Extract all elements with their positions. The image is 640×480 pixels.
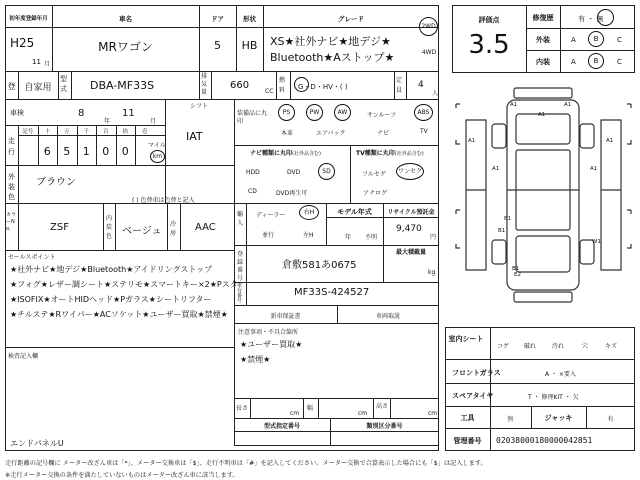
grade-label: 評価点 [478,16,500,24]
spare-tire-options: T ・ 修理KIT ・ 欠 [528,394,579,401]
first-reg-label: 初年度登録年月 [9,16,48,22]
inspection-label: 車検 [10,109,24,117]
model-year-unit: 年 [345,234,352,241]
notes-line-2: ★禁煙★ [240,355,271,364]
interior-color-label: 内装色 [106,215,113,240]
color-no-label: カラーNo. [6,212,17,232]
tv-oneseg-circle: ワンセグ [396,163,424,180]
model: DBA-MF33S [90,79,155,92]
length-unit: cm [290,410,300,417]
sales-points-label: セールスポイント [8,254,56,261]
sheet-scratch: キズ [605,343,617,350]
diag-label-2: A1 [564,102,572,108]
doors: 5 [214,39,221,52]
equip-airbag: エアバック [316,130,346,137]
mileage-unit-header: 千 [83,129,89,135]
equip-ps: PS [278,104,295,121]
nav-sd-circle: SD [318,163,335,180]
inspector-note: エンドパネルU [10,439,64,448]
recycle-label: リサイクル預託金 [387,209,435,216]
notes-line-1: ★ユーザー買取★ [240,340,303,349]
import-label: 輸入 [237,211,244,227]
equip-pw: PW [306,104,323,121]
interior-opt-a: A [571,58,576,66]
interior-label: 内装 [536,58,550,66]
body-type: HB [241,39,258,52]
sales-point-3: ★ISOFIX★オートHIDヘッド★Pガラス★シートリフター [10,295,212,304]
exterior-opt-c: C [617,36,622,44]
equip-aw: AW [334,104,351,121]
interior-opt-c: C [617,58,622,66]
width-label: 幅 [307,405,314,412]
management-label: 管理番号 [453,437,482,445]
height-unit: cm [428,410,438,417]
import-dealer: ディーラー [256,212,286,219]
import-handle-left: 左H [303,232,314,239]
fuel-options: G・D・HV・( ) [298,83,348,91]
model-year-label: モデル年式 [337,208,372,216]
doors-label: ドア [211,15,224,23]
grade-score: 3.5 [468,30,510,60]
mileage-unit-km-circle: km [150,150,165,163]
drive-2wd-circle: 2WD [419,17,438,36]
footer-line-1: 走行距離の記号欄に メーター改ざん車は「*」、メーター交換車は「$」、走行不明車は「#」を記入してください。メーター交換で合算表示した場合にも「$」は記入します。 [5,460,487,467]
first-reg-month-suffix: 月 [44,61,51,68]
mileage-unit-header: 万 [63,129,70,135]
class-number-label: 類別区分番号 [366,423,403,430]
ac-value: AAC [195,222,216,233]
mileage-digit: 6 [43,145,51,158]
interior-color-value: ベージュ [122,226,162,237]
spare-tire-label: スペアタイヤ [452,392,494,400]
diag-label-5: A1 [606,138,614,144]
repair-selected-circle [597,9,614,26]
management-number: 02038000180000042851 [496,436,593,445]
color-value: ブラウン [36,177,76,188]
shift-label: シフト [190,103,209,110]
footer-line-2: ※走行メーター交換の条件を満たしていないものはメーター改ざん車に該当します。 [5,472,239,479]
mileage-unit-mile: マイル [148,142,166,149]
sheet-hole: 穴 [582,343,589,350]
sales-point-1: ★社外ナビ★地デジ★Bluetooth★アイドリングストップ [10,265,213,274]
notes-label: 注意事項・不具合箇所 [238,329,299,336]
mileage-digit: 0 [102,145,110,158]
registration-label: 登録番号 [237,251,244,282]
capacity: 4 [418,80,424,90]
inspection-year: 8 [78,108,85,119]
equipment-label: 装備品に丸印 [237,110,268,125]
mileage-unit-header: 記号 [22,129,34,135]
model-year-unknown: 不明 [365,234,378,241]
equip-tv: TV [420,128,428,135]
new-car-warranty: 新車保証書 [270,313,301,320]
body-type-label: 形状 [243,15,256,23]
recycle-value: 9,470 [396,224,422,234]
inspection-month-unit: 月 [150,118,157,125]
usage: 自家用 [24,83,52,93]
shift: IAT [186,130,203,143]
tv-analog: アナログ [363,190,388,197]
fuel-selected-circle [294,77,309,92]
front-glass-label: フロントガラス [452,369,501,377]
diag-label-6: A1 [492,166,500,172]
mileage-unit-header: 十 [44,129,50,135]
sales-point-4: ★チルステ★Rワイパー★ACソケット★ユーザー買取★禁煙★ [10,310,228,319]
diag-label-3: A1 [538,112,546,118]
inspection-year-unit: 年 [104,118,111,125]
car-name-label: 車名 [119,15,132,23]
import-parallel: 並行 [262,232,275,239]
fuel-label: 燃料 [279,77,286,94]
recycle-unit: 円 [430,234,437,241]
equip-navi: ナビ [377,130,390,137]
inspector-label: 検査記入欄 [8,353,39,360]
sales-point-2: ★フォグ★レザー調シート★ステリモ★スマートキー×2★Pスタ [10,280,238,289]
grade-line2: Bluetooth★Aストップ★ [270,51,395,64]
car-name: MRワゴン [98,40,153,54]
diag-label-12: E2 [514,272,521,278]
diag-label-10: B1 [512,266,520,272]
chassis-label: 車台番号 [237,283,243,304]
capacity-label: 定員 [396,77,403,94]
repair-history-label: 修復歴 [532,14,554,22]
nav-cd: CD [248,188,257,195]
chassis-value: MF33S-424527 [294,287,370,298]
first-reg-month: 11 [32,58,41,66]
diag-label-1: A1 [510,102,518,108]
mileage-unit-header: 拾 [122,129,128,135]
equip-leather: 本革 [281,130,294,137]
inspection-month: 11 [122,108,135,119]
tools-label: 工具 [460,414,475,422]
sheet-burn: コゲ [497,343,510,350]
color-label: 外装色 [8,173,15,201]
diag-label-7: A1 [590,166,598,172]
equip-sunroof: サンルーフ [367,112,397,119]
jack-label: ジャッキ [544,414,573,422]
jack-value: 有 [607,416,614,423]
interior-opt-b: B [588,53,604,69]
nav-dvd: DVD [287,169,301,176]
model-label: 型式 [60,75,67,93]
color-no-value: ZSF [50,222,69,233]
diag-label-8: B1 [504,216,512,222]
nav-dvd-play: DVD再生可 [276,190,308,197]
front-glass-options: A ・ ×要入 [545,371,576,378]
equip-abs: ABS [414,104,433,121]
grade-label: グレード [338,15,364,23]
exterior-opt-b: B [588,31,604,47]
tools-value: 無 [507,416,514,423]
diag-label-4: A1 [468,138,476,144]
cc-unit: CC [265,88,274,95]
displacement-label: 排気量 [201,73,208,96]
repair-history-options: 有 ・ 無 [578,15,604,23]
height-label: 高さ [376,403,389,410]
mileage-digit: 5 [63,145,71,158]
interior-sheet-label: 室内シート [448,335,484,343]
first-reg-year: H25 [10,36,35,50]
displacement: 660 [230,80,250,91]
vehicle-manual: 車両取説 [375,313,400,320]
mileage-unit-header: 百 [102,129,109,135]
tv-fullseg: フルセグ [362,171,386,178]
grade-line1: XS★社外ナビ★地デジ★ [270,35,391,48]
nav-type-label: ナビ種類に丸印(社外品含む) [250,150,321,157]
color-note: ( ) 色替車は色替と記入 [132,197,195,204]
mileage-label: 走行 [8,137,15,156]
tv-type-label: TV種類に丸印(社外品含む) [356,150,424,157]
kind-cell: 登 [7,82,16,91]
max-load-unit: kg [428,269,436,276]
car-damage-diagram [452,80,635,325]
drive-4wd: 4WD [421,49,437,56]
diag-label-11: W1 [592,239,601,245]
sheet-tear: 破れ [524,343,537,350]
ac-label: 冷房 [170,221,177,237]
nav-hdd: HDD [246,169,260,176]
mileage-unit-header: 壱 [141,129,148,135]
mileage-digit: 1 [82,145,90,158]
exterior-label: 外装 [536,36,550,44]
capacity-unit: 人 [432,90,439,97]
diag-label-9: B1 [498,228,506,234]
type-designation-label: 型式指定番号 [263,423,300,430]
length-label: 長さ [236,405,249,412]
import-handle-right: 右H [299,205,319,220]
registration-value: 倉敷581あ0675 [282,260,357,271]
mileage-digit: 0 [121,145,129,158]
max-load-label: 最大積載量 [396,249,427,256]
exterior-opt-a: A [571,36,576,44]
sheet-stain: 汚れ [552,343,565,350]
width-unit: cm [358,410,368,417]
